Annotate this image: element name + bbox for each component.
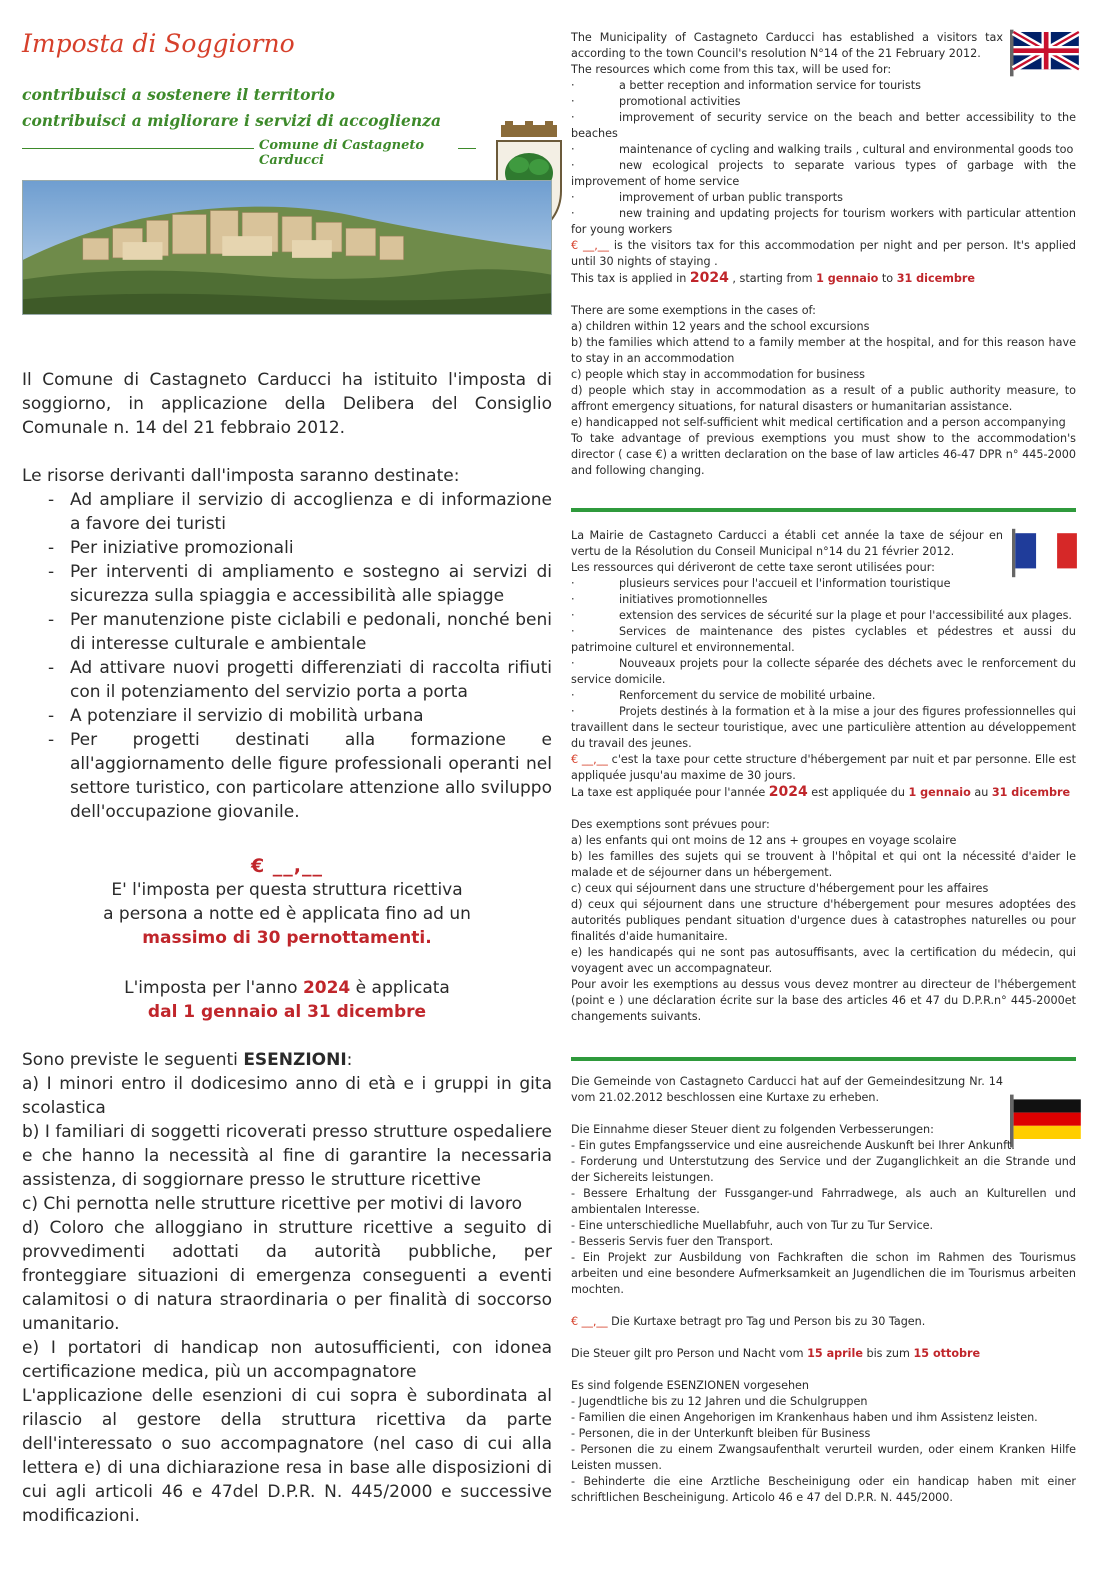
exemption-item: b) the families which attend to a family member at the hospital, and for this reason have to stay in an accommodation: [571, 336, 1076, 365]
list-item: · a better reception and information service for tourists: [571, 78, 1076, 94]
french-list: [571, 576, 1076, 1025]
list-item: · Projets destinés à la formation et à la mise a jour des figures professionnelles qui travaillent dans le secteur touristique, avec une particulière attention au développement du travail des jeunes.: [571, 704, 1076, 752]
exemption-item: d) Coloro che alloggiano in strutture ricettive a seguito di provvedimenti adottati da autorità pubbliche, per fronteggiare situazioni di emergenza conseguenti a eventi calamitosi o di natura straordinaria o per finalità di soccorso umanitario.: [22, 1218, 552, 1334]
slogan-2: contribuisci a migliorare i servizi di accoglienza: [22, 111, 442, 130]
list-item: - Ein Projekt zur Ausbildung von Fachkraften die schon im Rahmen des Tourismus arbeiten und eine besondere Aufmerksamkeit an Jugendlichen die im Tourismus arbeiten mochten.: [571, 1251, 1076, 1296]
exemption-item: c) ceux qui séjournent dans une structure d'hébergement pour les affaires: [571, 882, 989, 895]
exemption-item: e) les handicapés qui ne sont pas autosuffisants, avec la certification du médecin, qui voyagent avec un accompagnateur.: [571, 946, 1076, 975]
french-advantage: Pour avoir les exemptions au dessus vous devez montrer au directeur de l'hébergement (point e ) une déclaration écrite sur la base des articles 46 et 47 du D.P.R.n° 445-2000et changements suivants.: [571, 978, 1076, 1023]
list-item: · Renforcement du service de mobilité urbaine.: [571, 688, 1076, 704]
list-item: - A potenziare il servizio di mobilità urbana: [22, 704, 552, 728]
german-resources-intro: Die Einnahme dieser Steuer dient zu folgenden Verbesserungen:: [571, 1123, 934, 1136]
date-from: 1 gennaio: [816, 272, 879, 285]
risorse-intro: Le risorse derivanti dall'imposta saranno destinate:: [22, 466, 460, 486]
divider-right: [458, 148, 476, 149]
list-item: · plusieurs services pour l'accueil et l'information touristique: [571, 576, 1076, 592]
exemption-item: a) I minori entro il dodicesimo anno di età e i gruppi in gita scolastica: [22, 1074, 552, 1118]
village-photo: [22, 180, 552, 315]
applied-pre: This tax is applied in: [571, 272, 690, 285]
intro-paragraph: Il Comune di Castagneto Carducci ha istituito l'imposta di soggiorno, in applicazione della Delibera del Consiglio Comunale n. 14 del 21 febbraio 2012.: [22, 370, 552, 438]
french-intro: La Mairie de Castagneto Carducci a établi cet année la taxe de séjour en vertu de la Résolution du Conseil Municipal n°14 du 21 février 2012.: [571, 529, 1003, 558]
exemption-item: d) people which stay in accommodation as a result of a public authority measure, to affront emergency situations, for natural disasters or humanitarian assistance.: [571, 384, 1076, 413]
tax-text: c'est la taxe pour cette structure d'hébergement par nuit et par personne. Elle est appliquée jusqu'au maxime de 30 jours.: [571, 753, 1077, 782]
exemption-item: c) Chi pernotta nelle strutture ricettive per motivi di lavoro: [22, 1194, 523, 1214]
date-from: 1 gennaio: [908, 786, 971, 799]
english-exempt-intro: There are some exemptions in the cases of:: [571, 304, 816, 317]
tax-year: 2024: [768, 784, 808, 800]
english-intro: The Municipality of Castagneto Carducci has established a visitors tax according to the town Council's resolution N°14 of the 21 February 2012.: [571, 31, 1003, 60]
exemption-item: c) people which stay in accommodation for business: [571, 368, 865, 381]
date-to: 31 dicembre: [991, 786, 1071, 799]
exemption-item: - Personen die zu einem Zwangsaufenthalt verurteil wurden, oder einem Kranken Hilfe Leisten mussen.: [571, 1443, 1076, 1472]
list-item: · maintenance of cycling and walking trails , cultural and environmental goods too: [571, 142, 1076, 158]
slogans: [22, 82, 552, 134]
french-applied: [571, 784, 1076, 801]
tax-max: massimo di 30 pernottamenti.: [142, 928, 432, 948]
list-item: · new ecological projects to separate various types of garbage with the improvement of home service: [571, 158, 1076, 190]
list-item: - Per manutenzione piste ciclabili e pedonali, nonché beni di interesse culturale e ambientale: [22, 608, 552, 656]
tax-year: 2024: [689, 270, 729, 286]
exemptions-pre: Sono previste le seguenti: [22, 1050, 244, 1070]
english-list: [571, 78, 1076, 479]
exemptions-post: :: [346, 1050, 353, 1070]
exemption-item: - Familien die einen Angehorigen im Krankenhaus haben und ihm Assistenz leisten.: [571, 1411, 1038, 1424]
list-item: · extension des services de sécurité sur la plage et pour l'accessibilité aux plages.: [571, 608, 1076, 624]
tax-period: dal 1 gennaio al 31 dicembre: [147, 1002, 427, 1022]
list-item: - Forderung und Unterstutzung des Service und der Zuganglichkeit an die Strande und der Sichereits leistungen.: [571, 1155, 1076, 1184]
list-item: · initiatives promotionnelles: [571, 592, 1076, 608]
tax-amount: € __,__: [571, 753, 608, 766]
list-item: - Ad ampliare il servizio di accoglienza e di informazione a favore dei turisti: [22, 488, 552, 536]
year-pre: L'imposta per l'anno: [124, 978, 303, 998]
tax-text: Die Kurtaxe betragt pro Tag und Person bis zu 30 Tagen.: [607, 1315, 926, 1328]
list-item: - Per progetti destinati alla formazione e all'aggiornamento delle figure professionali operanti nel settore turistico, con particolare attenzione allo sviluppo dell'occupazione giovanile.: [22, 728, 552, 824]
list-item: - Ein gutes Empfangsservice und eine ausreichende Auskunft bei Ihrer Ankunft.: [571, 1139, 1015, 1152]
english-section: [571, 30, 1003, 78]
english-advantage: To take advantage of previous exemptions you must show to the accommodation's director ( case €) a written declaration on the base of law articles 46-47 DPR n° 445-2000 and following changing.: [571, 432, 1076, 477]
section-divider: [571, 1057, 1076, 1061]
tax-amount: € __,__: [571, 1315, 608, 1328]
exemption-item: a) les enfants qui ont moins de 12 ans + groupes en voyage scolaire: [571, 834, 957, 847]
tax-period-block: [22, 976, 552, 1024]
french-tax: [571, 752, 1076, 784]
tax-year: 2024: [302, 978, 351, 998]
german-section: [571, 1074, 1003, 1106]
italian-body: [22, 368, 552, 1528]
english-tax: [571, 238, 1076, 270]
exemption-item: d) ceux qui séjournent dans une structure d'hébergement pour mesures adoptées des autorités publiques pendant situation d'urgence dues à catastrophes naturelles ou pour finalités d'aide humanitaire.: [571, 898, 1076, 943]
exemptions-word: ESENZIONI: [243, 1050, 347, 1070]
tax-amount: € __,__: [571, 239, 609, 252]
exemption-item: e) handicapped not self-sufficient whit medical certification and a person accompanying: [571, 416, 1066, 429]
to-word: bis zum: [862, 1347, 914, 1360]
italian-column: [22, 28, 552, 1526]
exemptions-section: [22, 1048, 552, 1528]
comune-name: Comune di Castagneto Carducci: [259, 138, 425, 168]
applied-mid: est appliquée du: [807, 786, 909, 799]
date-to: 15 ottobre: [913, 1347, 981, 1360]
date-from: 15 aprile: [807, 1347, 863, 1360]
exemption-item: e) I portatori di handicap non autosufficienti, con idonea certificazione medica, più un accompagnatore: [22, 1338, 552, 1382]
german-list: [571, 1122, 1076, 1506]
french-exempt-intro: Des exemptions sont prévues pour:: [571, 818, 770, 831]
application-paragraph: L'applicazione delle esenzioni di cui sopra è subordinata al rilascio al gestore della struttura ricettiva da parte dell'interessato o suo accompagnatore (nel caso di cui alla lettera e) di una dichiarazione resa in base alle disposizioni di cui agli articoli 46 e 47del D.P.R. N. 445/2000 e successive modificazioni.: [22, 1386, 552, 1526]
tax-year-line: [22, 976, 552, 1000]
section-divider: [571, 508, 1076, 512]
applied-pre: Die Steuer gilt pro Person und Nacht vom: [571, 1347, 808, 1360]
to-word: to: [878, 272, 897, 285]
tax-text: is the visitors tax for this accommodation per night and per person. It's applied until 30 nights of staying .: [571, 239, 1076, 268]
divider-left: [22, 148, 254, 149]
tax-line-2: a persona a notte ed è applicata fino ad un: [103, 904, 471, 924]
year-post: è applicata: [350, 978, 450, 998]
list-item: - Per iniziative promozionali: [22, 536, 552, 560]
list-item: - Besseris Servis fuer den Transport.: [571, 1235, 774, 1248]
exemption-item: a) children within 12 years and the school excursions: [571, 320, 870, 333]
exemption-item: - Personen, die in der Unterkunft bleiben für Business: [571, 1427, 871, 1440]
list-item: · improvement of urban public transports: [571, 190, 1076, 206]
uk-flag-icon: [1010, 28, 1080, 78]
applied-mid: , starting from: [728, 272, 817, 285]
exemptions-heading: [22, 1048, 552, 1072]
english-applied: [571, 270, 1076, 287]
france-flag-icon: [1012, 528, 1078, 578]
list-item: - Ad attivare nuovi progetti differenziati di raccolta rifiuti con il potenziamento del servizio porta a porta: [22, 656, 552, 704]
exemption-item: b) I familiari di soggetti ricoverati presso strutture ospedaliere e che hanno la necessità al fine di garantire la necessaria assistenza, di soggiornare presso le strutture ricettive: [22, 1122, 552, 1190]
to-word: au: [970, 786, 992, 799]
exemption-item: b) les familles des sujets qui se trouvent à l'hôpital et qui ont la nécessité d'aider le malade et de séjourner dans un hébergement.: [571, 850, 1076, 879]
german-exempt-intro: Es sind folgende ESENZIONEN vorgesehen: [571, 1379, 810, 1392]
date-to: 31 dicembre: [896, 272, 975, 285]
exemption-item: - Jugendtliche bis zu 12 Jahren und die Schulgruppen: [571, 1395, 868, 1408]
german-intro: Die Gemeinde von Castagneto Carducci hat auf der Gemeindesitzung Nr. 14 vom 21.02.2012 beschlossen eine Kurtaxe zu erheben.: [571, 1075, 1003, 1104]
risorse-list: [22, 488, 552, 824]
french-section: [571, 528, 1003, 576]
exemption-item: - Behinderte die eine Arztliche Bescheinigung oder ein handicap haben mit einer schriftlichen Bescheinigung. Articolo 46 e 47 del D.P.R. N. 445/2000.: [571, 1475, 1076, 1504]
tax-amount-block: [22, 854, 552, 950]
tax-line-1: E' l'imposta per questa struttura ricettiva: [111, 880, 463, 900]
german-tax: [571, 1314, 1076, 1330]
french-resources-intro: Les ressources qui dériveront de cette taxe seront utilisées pour:: [571, 561, 935, 574]
list-item: · Nouveaux projets pour la collecte séparée des déchets avec le renforcement du service domicile.: [571, 656, 1076, 688]
list-item: - Per interventi di ampliamento e sostegno ai servizi di sicurezza sulla spiaggia e accessibilità alle spiagge: [22, 560, 552, 608]
slogan-1: contribuisci a sostenere il territorio: [22, 85, 335, 104]
list-item: - Eine unterschiedliche Muellabfuhr, auch von Tur zu Tur Service.: [571, 1219, 934, 1232]
english-resources-intro: The resources which come from this tax, will be used for:: [571, 63, 892, 76]
tax-amount: € __,__: [250, 855, 324, 877]
comune-signature: [22, 136, 476, 168]
applied-pre: La taxe est appliquée pour l'année: [571, 786, 769, 799]
page-title: Imposta di Soggiorno: [22, 29, 295, 58]
german-applied: [571, 1346, 1076, 1362]
list-item: - Bessere Erhaltung der Fussganger-und Fahrradwege, als auch an Kulturellen und ambientalen Interesse.: [571, 1187, 1076, 1216]
list-item: · Services de maintenance des pistes cyclables et pédestres et aussi du patrimoine culturel et environnemental.: [571, 624, 1076, 656]
list-item: · new training and updating projects for tourism workers with particular attention for young workers: [571, 206, 1076, 238]
list-item: · promotional activities: [571, 94, 1076, 110]
list-item: · improvement of security service on the beach and better accessibility to the beaches: [571, 110, 1076, 142]
